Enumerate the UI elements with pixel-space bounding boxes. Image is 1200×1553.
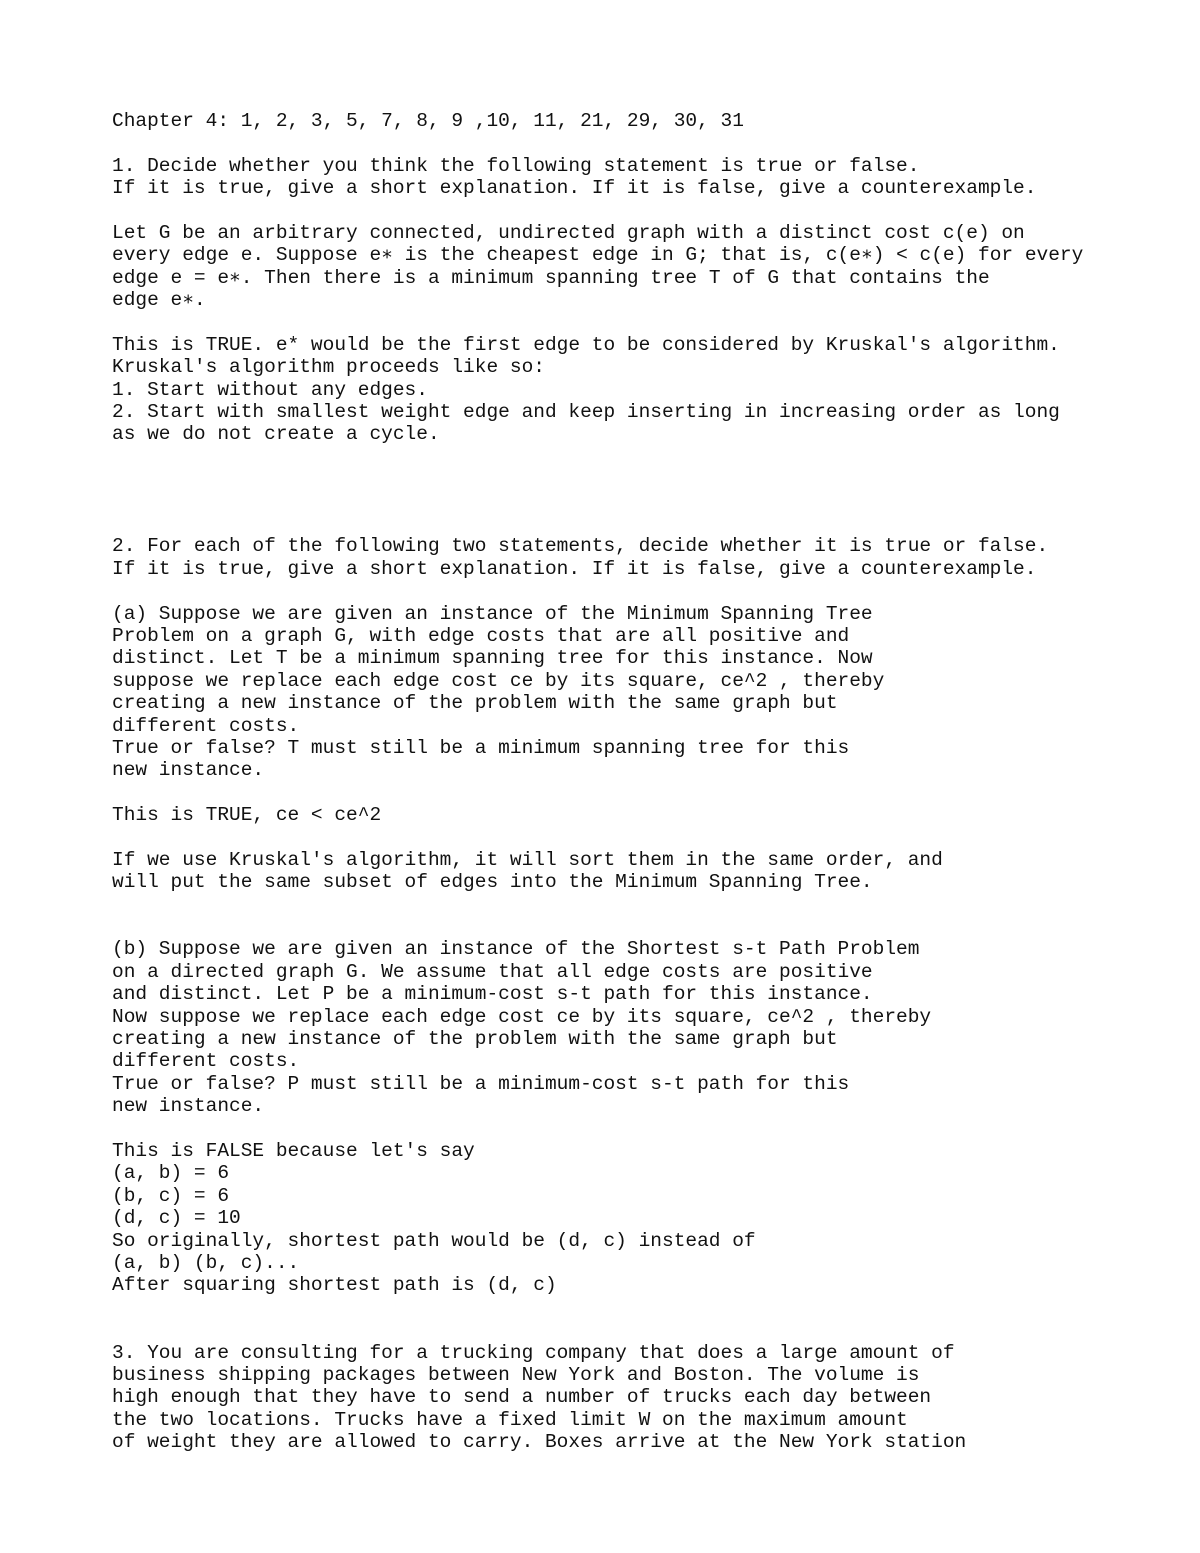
- q2a-answer-line: This is TRUE, ce < ce^2: [112, 804, 382, 827]
- spacer: [112, 827, 1112, 849]
- spacer: [112, 200, 1112, 222]
- q3-prompt-line: business shipping packages between New York and Boston. The volume is: [112, 1363, 920, 1386]
- q2a-answer-line: If we use Kruskal's algorithm, it will sort them in the same order, and: [112, 848, 943, 871]
- spacer: [112, 894, 1112, 939]
- q1-answer-line: This is TRUE. e* would be the first edge to be considered by Kruskal's algorithm.: [112, 333, 1060, 356]
- q2a-line: distinct. Let T be a minimum spanning tree for this instance. Now: [112, 647, 873, 670]
- q2b-answer-line: This is FALSE because let's say: [112, 1140, 475, 1162]
- q1-statement-line: edge e = e∗. Then there is a minimum spanning tree T of G that contains the: [112, 266, 990, 289]
- q2b-line: different costs.: [112, 1050, 300, 1073]
- q2a-answer-line: will put the same subset of edges into the Minimum Spanning Tree.: [112, 871, 873, 894]
- q2b-answer-line: (a, b) (b, c)...: [112, 1251, 300, 1274]
- q2a-line: different costs.: [112, 714, 300, 737]
- q1-statement-line: every edge e. Suppose e∗ is the cheapest edge in G; that is, c(e∗) < c(e) for every: [112, 244, 1084, 267]
- q2b-answer-line: So originally, shortest path would be (d, c) instead of: [112, 1229, 756, 1252]
- chapter-heading: Chapter 4: 1, 2, 3, 5, 7, 8, 9 ,10, 11, 21, 29, 30, 31: [112, 110, 744, 132]
- q2a-line: True or false? T must still be a minimum spanning tree for this: [112, 736, 850, 759]
- question-2: [112, 535, 1112, 1296]
- spacer: [112, 312, 1112, 334]
- spacer: [112, 782, 1112, 804]
- q2a-line: Problem on a graph G, with edge costs that are all positive and: [112, 625, 850, 647]
- q2b-answer-line: (a, b) = 6: [112, 1162, 230, 1185]
- q2b-line: creating a new instance of the problem with the same graph but: [112, 1028, 838, 1051]
- spacer: [112, 580, 1112, 602]
- spacer: [112, 132, 1112, 154]
- q1-answer-line: Kruskal's algorithm proceeds like so:: [112, 356, 545, 379]
- q2b-line: (b) Suppose we are given an instance of the Shortest s-t Path Problem: [112, 938, 920, 961]
- q3-prompt-line: 3. You are consulting for a trucking company that does a large amount of: [112, 1341, 955, 1364]
- q2-prompt-line: If it is true, give a short explanation. If it is false, give a counterexample.: [112, 557, 1037, 580]
- q2b-line: new instance.: [112, 1095, 265, 1118]
- q1-prompt-line: If it is true, give a short explanation. If it is false, give a counterexample.: [112, 177, 1037, 200]
- q1-answer-line: 1. Start without any edges.: [112, 378, 428, 401]
- q2b-line: on a directed graph G. We assume that all edge costs are positive: [112, 960, 873, 983]
- q3-prompt-line: of weight they are allowed to carry. Boxes arrive at the New York station: [112, 1431, 967, 1454]
- q2a-line: (a) Suppose we are given an instance of the Minimum Spanning Tree: [112, 602, 873, 625]
- q2a-line: suppose we replace each edge cost ce by its square, ce^2 , thereby: [112, 669, 885, 692]
- q1-answer-line: 2. Start with smallest weight edge and keep inserting in increasing order as long: [112, 401, 1060, 424]
- q1-answer-line: as we do not create a cycle.: [112, 423, 440, 446]
- spacer: [112, 1118, 1112, 1140]
- q2b-line: Now suppose we replace each edge cost ce by its square, ce^2 , thereby: [112, 1005, 932, 1028]
- spacer: [112, 513, 1112, 535]
- q2a-line: creating a new instance of the problem with the same graph but: [112, 692, 838, 715]
- q2b-answer-line: After squaring shortest path is (d, c): [112, 1274, 557, 1297]
- q3-prompt-line: the two locations. Trucks have a fixed limit W on the maximum amount: [112, 1408, 908, 1431]
- spacer: [112, 446, 1112, 513]
- question-1: [112, 155, 1112, 446]
- q2a-line: new instance.: [112, 759, 265, 782]
- q2-prompt-line: 2. For each of the following two statements, decide whether it is true or false.: [112, 535, 1049, 558]
- q2b-answer-line: (b, c) = 6: [112, 1184, 230, 1207]
- q1-prompt-line: 1. Decide whether you think the following statement is true or false.: [112, 154, 920, 177]
- q2b-line: True or false? P must still be a minimum-cost s-t path for this: [112, 1072, 850, 1095]
- question-3: [112, 1342, 1112, 1454]
- q2b-answer-line: (d, c) = 10: [112, 1207, 241, 1230]
- document-body: [112, 110, 1112, 1453]
- q1-statement-line: Let G be an arbitrary connected, undirected graph with a distinct cost c(e) on: [112, 221, 1025, 244]
- q3-prompt-line: high enough that they have to send a number of trucks each day between: [112, 1386, 932, 1409]
- q2b-line: and distinct. Let P be a minimum-cost s-t path for this instance.: [112, 983, 873, 1006]
- spacer: [112, 1297, 1112, 1342]
- q1-statement-line: edge e∗.: [112, 289, 206, 312]
